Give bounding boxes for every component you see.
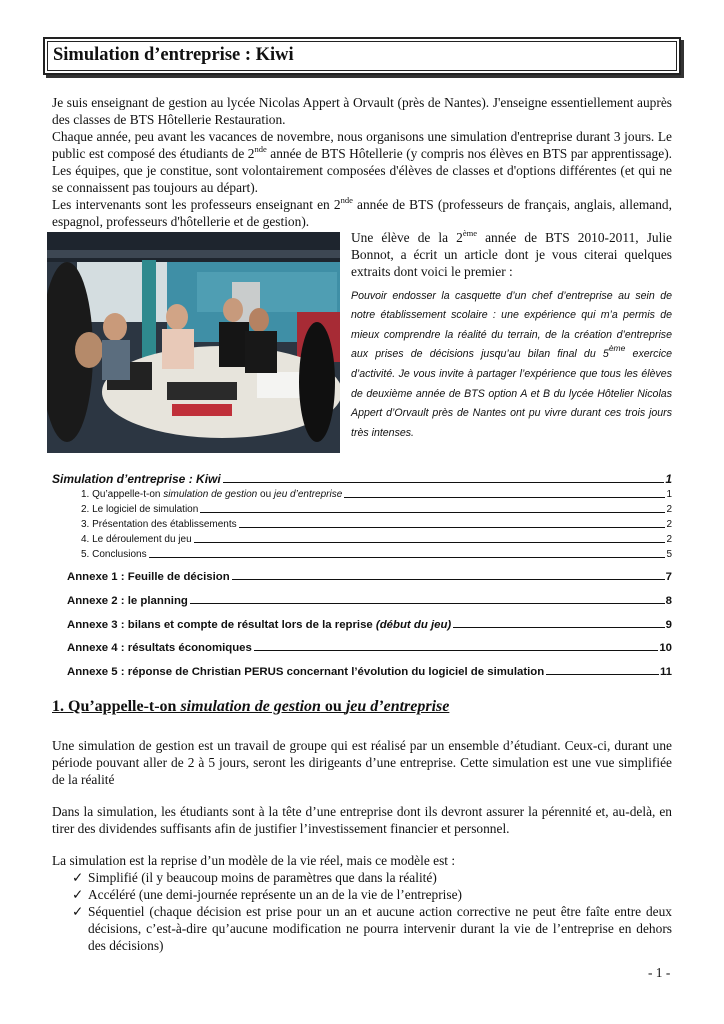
section-paragraph-2: Dans la simulation, les étudiants sont à la tête d’une entreprise dont ils devront assurer la pérennité et, au-delà, en tirer des dividendes suffisants afin de justifier l’investissement financier et personnel. <box>52 804 672 836</box>
list-item: ✓ Accéléré (une demi-journée représente un an de la vie de l’entreprise) <box>72 887 462 902</box>
list-item: ✓ Simplifié (il y beaucoup moins de paramètres que dans la réalité) <box>72 870 437 885</box>
checkmark-icon: ✓ <box>72 870 84 885</box>
toc-entry-2[interactable]: 2. Le logiciel de simulation 2 <box>81 504 672 515</box>
title-box <box>43 37 681 75</box>
page-title: Simulation d’entreprise : Kiwi <box>53 45 294 65</box>
toc-entry-1[interactable]: 1. Qu’appelle-t-on simulation de gestion ou jeu d’entreprise 1 <box>81 489 672 500</box>
checkmark-icon: ✓ <box>72 904 84 919</box>
intro-paragraph-3: Les intervenants sont les professeurs enseignant en 2nde année de BTS (professeurs de français, anglais, allemand, espagnol, professeurs d'hôtellerie et de gestion). <box>52 195 672 229</box>
toc-annex-2[interactable]: Annexe 2 : le planning 8 <box>67 595 672 607</box>
classroom-photo <box>47 232 340 453</box>
intro-paragraph-1: Je suis enseignant de gestion au lycée Nicolas Appert à Orvault (près de Nantes). J'enseigne essentiellement auprès des classes de BTS Hôtellerie Restauration. <box>52 95 672 127</box>
toc-entry-4[interactable]: 4. Le déroulement du jeu 2 <box>81 534 672 545</box>
page-number: - 1 - <box>648 965 671 980</box>
list-item: ✓ Séquentiel (chaque décision est prise pour un an et aucune action corrective ne peut être faîte entre deux décisions, c’est-à-dire qu’aucune modification ne pourra intervenir durant la vie de l’entreprise en dehors des décisions) <box>72 904 672 953</box>
section-paragraph-1: Une simulation de gestion est un travail de groupe qui est réalisé par un ensemble d’étudiant. Ceux-ci, durant une période pouvant aller de 2 à 5 jours, seront les dirigeants d’une entreprise. Cette simulation est une vue simplifiée de la réalité <box>52 738 672 787</box>
toc-annex-5[interactable]: Annexe 5 : réponse de Christian PERUS concernant l’évolution du logiciel de simulation 11 <box>67 666 672 678</box>
toc-entry-main[interactable]: Simulation d’entreprise : Kiwi 1 <box>52 472 672 486</box>
toc-entry-3[interactable]: 3. Présentation des établissements 2 <box>81 519 672 530</box>
intro-text <box>52 94 672 230</box>
toc-annex-3[interactable]: Annexe 3 : bilans et compte de résultat lors de la reprise (début du jeu) 9 <box>67 619 672 631</box>
section-heading: 1. Qu’appelle-t-on simulation de gestion ou jeu d’entreprise <box>52 698 450 715</box>
checkmark-icon: ✓ <box>72 887 84 902</box>
intro-paragraph-2: Chaque année, peu avant les vacances de novembre, nous organisons une simulation d'entreprise durant 3 jours. Le public est composé des étudiants de 2nde année de BTS Hôtellerie (y compris nos élèves en BTS par apprentissage). Les équipes, que je constitue, sont volontairement composées d'élèves de classes et d'options différentes (et qui ne se connaissent pas toujours au départ). <box>52 129 672 195</box>
student-quote: Pouvoir endosser la casquette d’un chef d’entreprise au sein de notre établissement scolaire : une expérience qui m’a permis de mieux comprendre la réalité du terrain, de la création d’entreprise aux prises de décisions jusqu’au bilan final du 5ème exercice d’activité. Je vous invite à partager l’expérience que tous les élèves de deuxième année de BTS option A et B du lycée Hôtelier Nicolas Appert d’Orvault près de Nantes ont pu vivre durant ces trois jours très intenses. <box>351 289 673 439</box>
section-paragraph-3: La simulation est la reprise d’un modèle de la vie réel, mais ce modèle est : <box>52 853 456 868</box>
characteristics-list <box>72 869 672 954</box>
toc-entry-5[interactable]: 5. Conclusions 5 <box>81 549 672 560</box>
toc-annex-1[interactable]: Annexe 1 : Feuille de décision 7 <box>67 571 672 583</box>
student-intro-paragraph: Une élève de la 2ème année de BTS 2010-2011, Julie Bonnot, a écrit un article dont je vous citerai quelques extraits dont voici le premier : <box>351 228 672 279</box>
toc-annex-4[interactable]: Annexe 4 : résultats économiques 10 <box>67 642 672 654</box>
